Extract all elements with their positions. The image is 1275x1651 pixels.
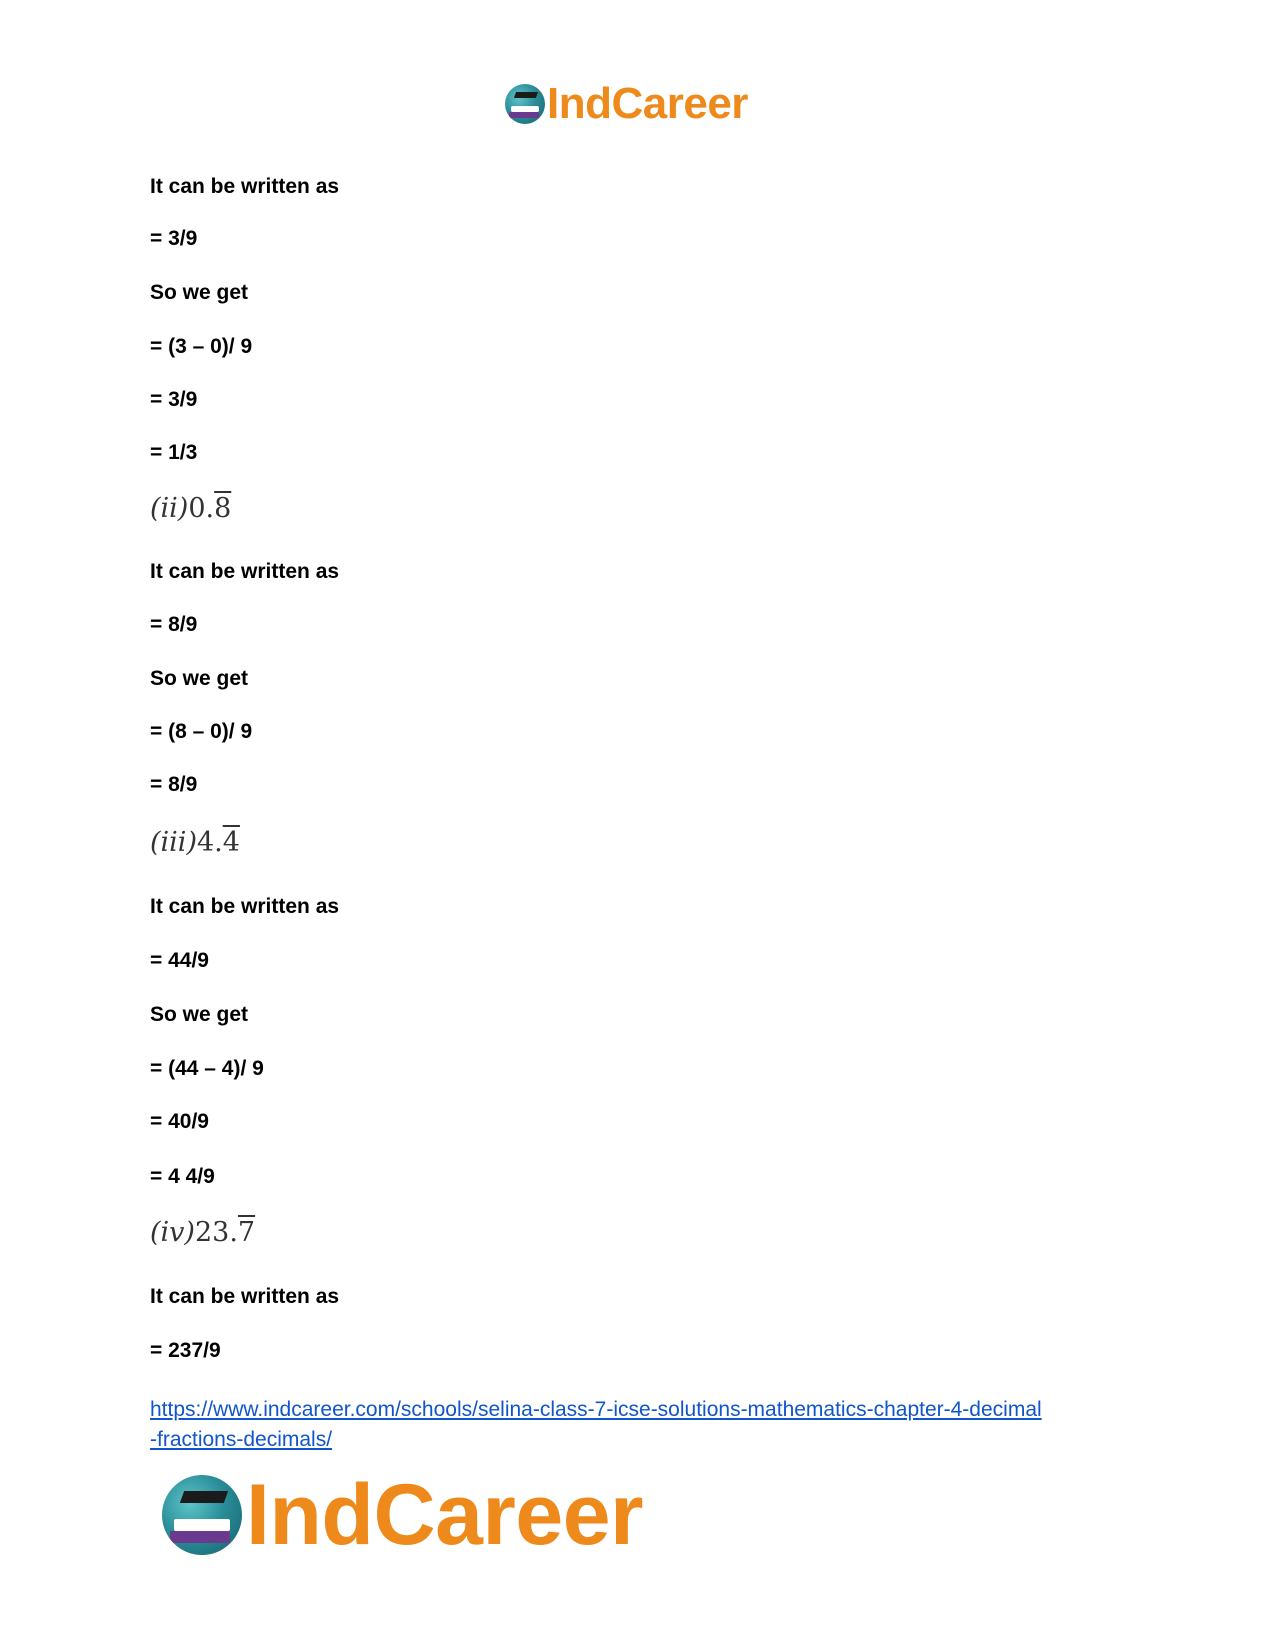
body-line: = 4 4/9 <box>150 1165 215 1188</box>
body-line: = 1/3 <box>150 441 198 464</box>
body-line: = (3 – 0)/ 9 <box>150 335 253 358</box>
header-logo <box>505 79 748 128</box>
math-expression <box>150 827 240 858</box>
math-label: (iii) <box>150 827 197 858</box>
math-repeating-digit: 8 <box>214 493 232 524</box>
math-label: (iv) <box>150 1217 195 1248</box>
body-line: = 3/9 <box>150 227 198 250</box>
footer-logo-text: IndCareer <box>246 1467 643 1563</box>
math-integer: 0. <box>188 493 215 524</box>
math-expression <box>150 1217 255 1248</box>
body-line: = 237/9 <box>150 1339 221 1362</box>
body-line: It can be written as <box>150 1285 340 1308</box>
body-line: = 3/9 <box>150 388 198 411</box>
math-integer: 4. <box>196 827 223 858</box>
body-line: = 40/9 <box>150 1110 209 1133</box>
body-line: So we get <box>150 667 249 690</box>
math-expression <box>150 493 231 524</box>
body-line: = 8/9 <box>150 773 198 796</box>
body-line: = 44/9 <box>150 949 209 972</box>
body-line: It can be written as <box>150 175 340 198</box>
math-integer: 23. <box>194 1217 238 1248</box>
globe-books-icon <box>162 1475 242 1555</box>
source-link[interactable] <box>150 1395 1150 1455</box>
math-repeating-digit: 4 <box>222 827 240 858</box>
body-line: = (44 – 4)/ 9 <box>150 1057 264 1080</box>
source-link-line2[interactable]: -fractions-decimals/ <box>150 1428 333 1451</box>
body-line: = 8/9 <box>150 613 198 636</box>
globe-books-icon <box>505 84 545 124</box>
body-line: It can be written as <box>150 895 340 918</box>
body-line: So we get <box>150 1003 249 1026</box>
body-line: It can be written as <box>150 560 340 583</box>
footer-logo <box>162 1467 643 1563</box>
math-repeating-digit: 7 <box>237 1217 256 1248</box>
header-logo-text: IndCareer <box>547 79 748 128</box>
math-label: (ii) <box>150 493 189 524</box>
source-link-line1[interactable]: https://www.indcareer.com/schools/selina-class-7-icse-solutions-mathematics-chapter-4-decimal <box>150 1398 1042 1421</box>
body-line: So we get <box>150 281 249 304</box>
body-line: = (8 – 0)/ 9 <box>150 720 253 743</box>
